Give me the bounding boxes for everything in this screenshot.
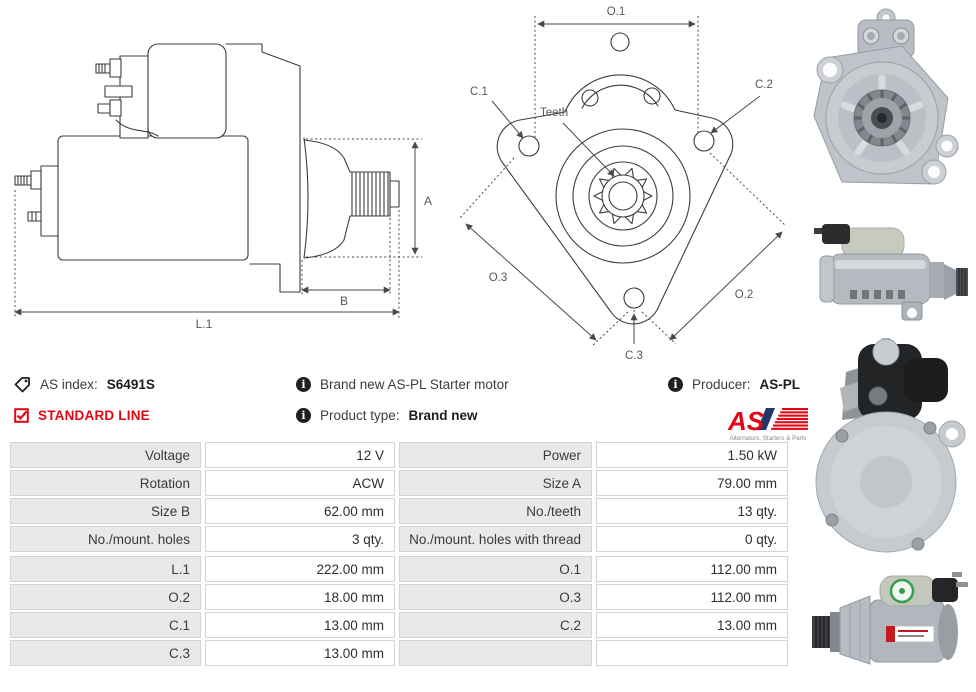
- logo-as-text: AS: [728, 406, 765, 436]
- dim-a-label: A: [424, 194, 433, 208]
- spec-label: Rotation: [10, 470, 201, 496]
- spec-label: Size A: [399, 470, 592, 496]
- spec-label: O.3: [399, 584, 592, 610]
- spec-label: L.1: [10, 556, 201, 582]
- spec-label: C.1: [10, 612, 201, 638]
- info-icon: i: [668, 377, 683, 392]
- front-view-diagram: [450, 0, 800, 364]
- spec-label: Power: [399, 442, 592, 468]
- spec-label: No./teeth: [399, 498, 592, 524]
- producer-label: Producer:: [692, 376, 751, 392]
- info-column-product: [296, 374, 636, 436]
- dim-c3-label: C.3: [625, 350, 643, 362]
- product-photo-starter-rear: [806, 336, 971, 558]
- dim-c2-label: C.2: [755, 79, 773, 91]
- spec-value: 13.00 mm: [205, 612, 395, 638]
- dim-o2-label: O.2: [734, 289, 754, 301]
- dim-o3-label: O.3: [488, 272, 508, 284]
- logo-subtext: Alternators, Starters & Parts: [729, 435, 807, 442]
- teeth-label: Teeth: [540, 107, 569, 119]
- product-type-line: [296, 405, 636, 425]
- spec-value: 12 V: [205, 442, 395, 468]
- spec-value: 1.50 kW: [596, 442, 788, 468]
- side-view-diagram: [8, 8, 438, 353]
- spec-label: [399, 640, 592, 666]
- as-pl-logo: [724, 405, 810, 443]
- spec-label: C.2: [399, 612, 592, 638]
- spec-value: 112.00 mm: [596, 584, 788, 610]
- tag-icon: [14, 376, 31, 393]
- spec-label: Voltage: [10, 442, 201, 468]
- spec-table: [10, 442, 792, 666]
- info-icon: i: [296, 408, 311, 423]
- dim-b-label: B: [339, 294, 349, 308]
- as-index-label: AS index:: [40, 376, 98, 392]
- info-column-producer: [668, 374, 808, 448]
- producer-value: AS-PL: [759, 376, 801, 392]
- brand-new-line: [296, 374, 636, 394]
- spec-value: 3 qty.: [205, 526, 395, 552]
- product-line-badge: [14, 405, 284, 425]
- spec-value: 222.00 mm: [205, 556, 395, 582]
- brand-new-text: Brand new AS-PL Starter motor: [320, 376, 509, 392]
- dim-c1-label: C.1: [470, 86, 488, 98]
- dim-o1-label: O.1: [606, 6, 626, 18]
- spec-value: 0 qty.: [596, 526, 788, 552]
- spec-value: 62.00 mm: [205, 498, 395, 524]
- spec-value: 13.00 mm: [205, 640, 395, 666]
- spec-value: ACW: [205, 470, 395, 496]
- spec-table-dimensions-section: [10, 556, 792, 666]
- info-column-index: [14, 374, 284, 436]
- as-index-line: [14, 374, 284, 394]
- spec-table-electrical-section: [10, 442, 792, 552]
- spec-value: 13 qty.: [596, 498, 788, 524]
- standard-line-label: STANDARD LINE: [38, 407, 150, 423]
- producer-line: [668, 374, 808, 394]
- info-icon: i: [296, 377, 311, 392]
- spec-value: [596, 640, 788, 666]
- as-index-value: S6491S: [106, 376, 155, 392]
- spec-label: O.1: [399, 556, 592, 582]
- checkbox-checked-icon: [14, 408, 29, 423]
- spec-label: C.3: [10, 640, 201, 666]
- product-type-value: Brand new: [408, 407, 478, 423]
- spec-value: 18.00 mm: [205, 584, 395, 610]
- spec-value: 79.00 mm: [596, 470, 788, 496]
- spec-label: Size B: [10, 498, 201, 524]
- product-type-label: Product type:: [320, 407, 400, 423]
- dim-l1-label: L.1: [195, 317, 213, 331]
- spec-label: O.2: [10, 584, 201, 610]
- product-photo-starter-front: [806, 6, 966, 214]
- product-photo-starter-side-angled: [806, 566, 971, 690]
- spec-value: 112.00 mm: [596, 556, 788, 582]
- spec-label: No./mount. holes: [10, 526, 201, 552]
- spec-value: 13.00 mm: [596, 612, 788, 638]
- spec-label: No./mount. holes with thread: [399, 526, 592, 552]
- product-photo-starter-side: [806, 218, 971, 330]
